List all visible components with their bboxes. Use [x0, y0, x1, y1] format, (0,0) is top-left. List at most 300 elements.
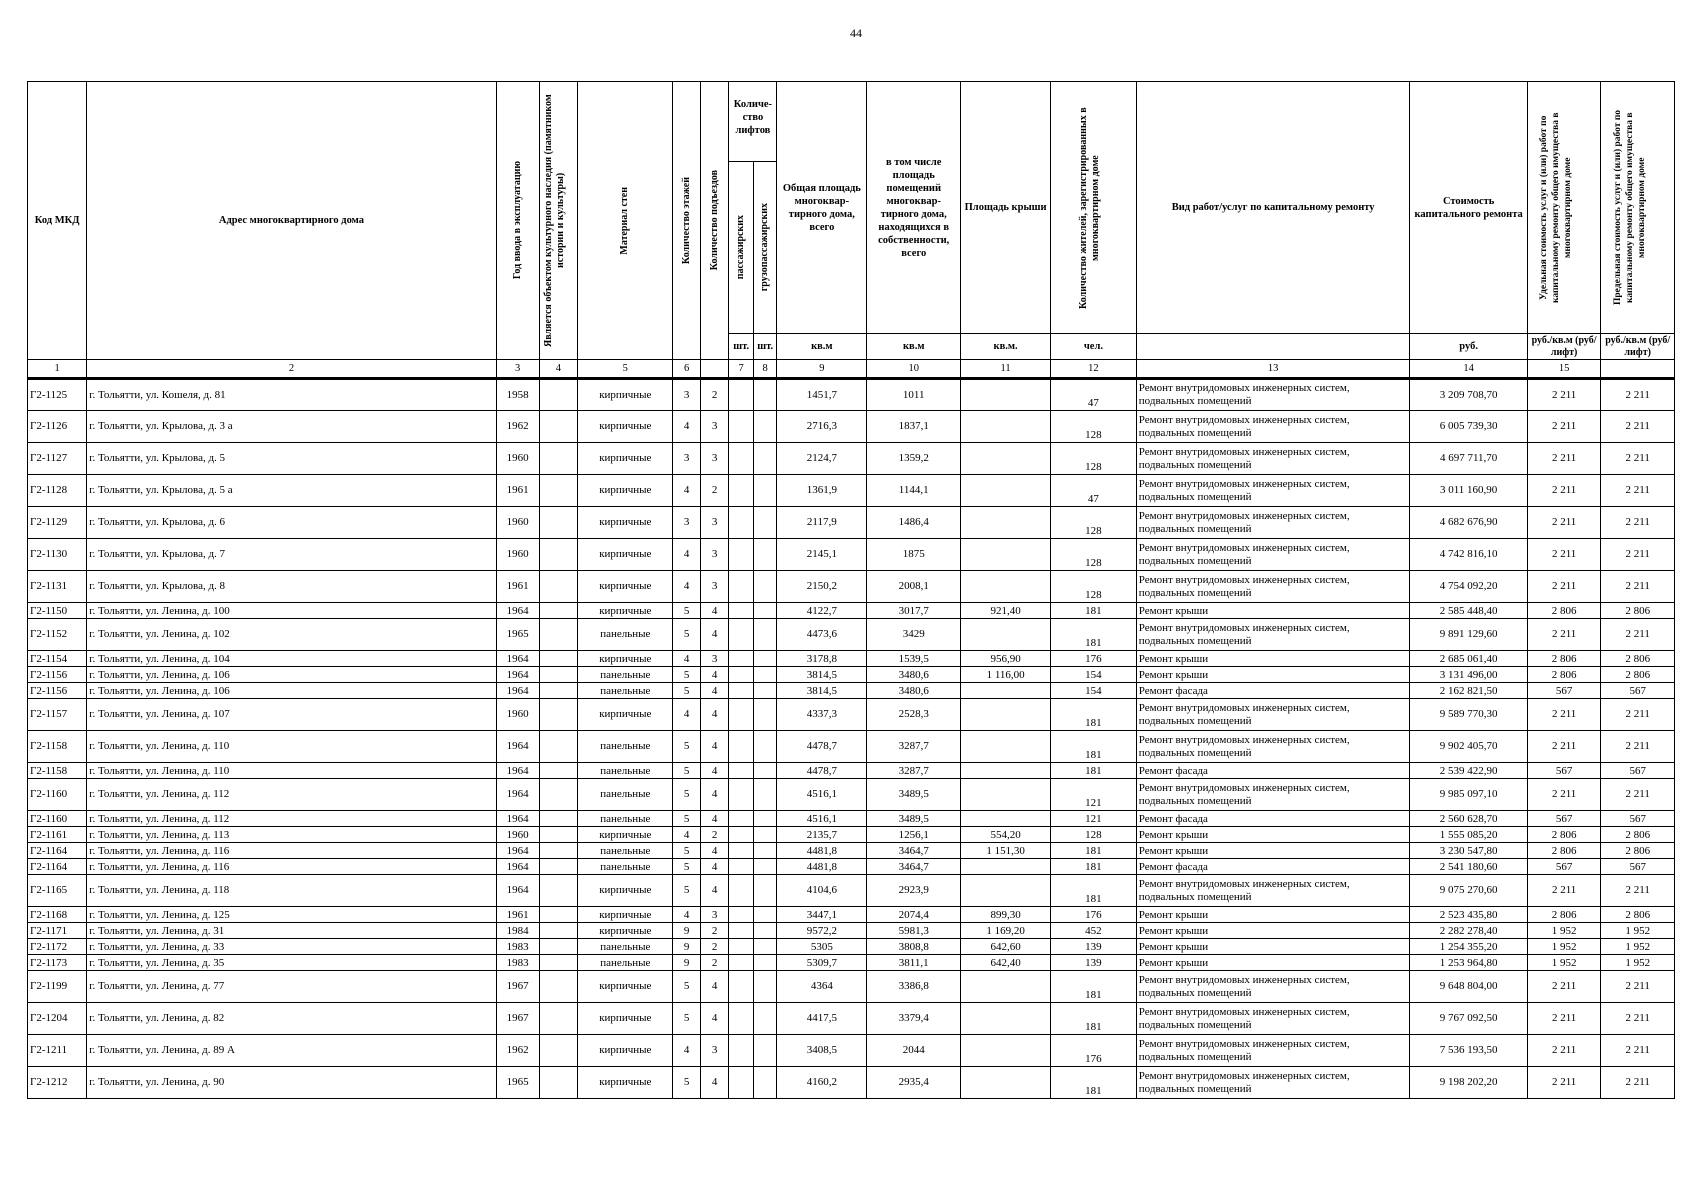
cell-unit-cost: 2 211: [1527, 379, 1601, 411]
cell-max-cost: 2 211: [1601, 411, 1675, 443]
cell-roof-area: [961, 1035, 1051, 1067]
cell-work-type: Ремонт внутридомовых инженерных систем, подвальных помещений: [1136, 619, 1410, 651]
cell-owned-area: 3489,5: [867, 779, 961, 811]
cell-year: 1961: [496, 571, 539, 603]
cell-material: кирпичные: [578, 1003, 673, 1035]
cell-unit-cost: 567: [1527, 683, 1601, 699]
table-row: [28, 859, 1675, 875]
header-year: [496, 82, 539, 360]
cell-heritage: [539, 1035, 578, 1067]
cell-year: 1962: [496, 1035, 539, 1067]
cell-lifts-passenger: [729, 651, 754, 667]
cell-code: Г2-1164: [28, 859, 87, 875]
cell-total-area: 2135,7: [777, 827, 867, 843]
cell-owned-area: 1539,5: [867, 651, 961, 667]
cell-year: 1960: [496, 443, 539, 475]
cell-cost: 9 902 405,70: [1410, 731, 1527, 763]
header-entrances-text: Количество подъездов: [708, 170, 720, 271]
cell-entrances: 4: [700, 811, 729, 827]
unit-residents: чел.: [1051, 334, 1137, 360]
cell-unit-cost: 2 211: [1527, 731, 1601, 763]
cell-total-area: 4104,6: [777, 875, 867, 907]
cell-heritage: [539, 475, 578, 507]
cell-total-area: 4122,7: [777, 603, 867, 619]
cell-entrances: 2: [700, 827, 729, 843]
cell-lifts-passenger: [729, 955, 754, 971]
cell-total-area: 3408,5: [777, 1035, 867, 1067]
cell-roof-area: [961, 411, 1051, 443]
cell-lifts-freight: [753, 699, 776, 731]
cell-roof-area: [961, 619, 1051, 651]
cell-entrances: 2: [700, 475, 729, 507]
cell-floors: 9: [673, 939, 701, 955]
cell-unit-cost: 2 806: [1527, 603, 1601, 619]
cell-entrances: 4: [700, 603, 729, 619]
cell-material: панельные: [578, 619, 673, 651]
cell-max-cost: 2 211: [1601, 379, 1675, 411]
cell-residents: 154: [1051, 667, 1137, 683]
cell-total-area: 4516,1: [777, 811, 867, 827]
cell-cost: 3 011 160,90: [1410, 475, 1527, 507]
cell-work-type: Ремонт фасада: [1136, 763, 1410, 779]
cell-address: г. Тольятти, ул. Ленина, д. 116: [87, 843, 496, 859]
cell-lifts-freight: [753, 1067, 776, 1099]
cell-owned-area: 2074,4: [867, 907, 961, 923]
cell-year: 1967: [496, 1003, 539, 1035]
unit-work-type: [1136, 334, 1410, 360]
page-number: 44: [850, 26, 862, 40]
cell-owned-area: 2008,1: [867, 571, 961, 603]
cell-entrances: 4: [700, 619, 729, 651]
cell-max-cost: 567: [1601, 811, 1675, 827]
header-entrances: [700, 82, 729, 360]
header-material-text: Материал стен: [619, 186, 631, 255]
cell-unit-cost: 2 211: [1527, 619, 1601, 651]
table-row: [28, 507, 1675, 539]
cell-entrances: 4: [700, 731, 729, 763]
cell-floors: 4: [673, 539, 701, 571]
cell-work-type: Ремонт фасада: [1136, 859, 1410, 875]
cell-address: г. Тольятти, ул. Ленина, д. 100: [87, 603, 496, 619]
table-row: [28, 571, 1675, 603]
cell-lifts-freight: [753, 667, 776, 683]
cell-year: 1964: [496, 859, 539, 875]
cell-unit-cost: 2 211: [1527, 1067, 1601, 1099]
header-code: Код МКД: [28, 82, 87, 360]
cell-code: Г2-1150: [28, 603, 87, 619]
header-unit-cost-text: Удельная стоимость услуг и (или) работ по капитальному ремонту общего имущества в многоквартирном доме: [1539, 112, 1574, 303]
column-number: 6: [673, 360, 701, 379]
cell-max-cost: 1 952: [1601, 939, 1675, 955]
unit-total-area: кв.м: [777, 334, 867, 360]
cell-residents: 128: [1051, 827, 1137, 843]
cell-owned-area: 3379,4: [867, 1003, 961, 1035]
cell-heritage: [539, 443, 578, 475]
cell-year: 1960: [496, 539, 539, 571]
cell-address: г. Тольятти, ул. Ленина, д. 89 А: [87, 1035, 496, 1067]
cell-total-area: 5309,7: [777, 955, 867, 971]
table-row: [28, 923, 1675, 939]
table-row: [28, 779, 1675, 811]
table-row: [28, 379, 1675, 411]
cell-total-area: 3178,8: [777, 651, 867, 667]
cell-entrances: 2: [700, 939, 729, 955]
cell-material: кирпичные: [578, 603, 673, 619]
cell-lifts-freight: [753, 731, 776, 763]
cell-code: Г2-1160: [28, 811, 87, 827]
cell-floors: 4: [673, 827, 701, 843]
cell-total-area: 5305: [777, 939, 867, 955]
cell-cost: 9 589 770,30: [1410, 699, 1527, 731]
cell-code: Г2-1164: [28, 843, 87, 859]
cell-unit-cost: 2 211: [1527, 1035, 1601, 1067]
cell-lifts-passenger: [729, 1067, 754, 1099]
cell-lifts-passenger: [729, 907, 754, 923]
cell-code: Г2-1204: [28, 1003, 87, 1035]
cell-max-cost: 2 806: [1601, 651, 1675, 667]
cell-year: 1964: [496, 603, 539, 619]
cell-lifts-passenger: [729, 475, 754, 507]
cell-residents: 181: [1051, 1003, 1137, 1035]
cell-entrances: 2: [700, 955, 729, 971]
cell-cost: 2 539 422,90: [1410, 763, 1527, 779]
cell-max-cost: 2 806: [1601, 843, 1675, 859]
cell-floors: 9: [673, 923, 701, 939]
cell-address: г. Тольятти, ул. Ленина, д. 102: [87, 619, 496, 651]
cell-cost: 9 648 804,00: [1410, 971, 1527, 1003]
cell-work-type: Ремонт внутридомовых инженерных систем, подвальных помещений: [1136, 539, 1410, 571]
cell-floors: 5: [673, 875, 701, 907]
cell-roof-area: 642,60: [961, 939, 1051, 955]
cell-floors: 4: [673, 411, 701, 443]
cell-code: Г2-1127: [28, 443, 87, 475]
cell-heritage: [539, 603, 578, 619]
cell-cost: 1 253 964,80: [1410, 955, 1527, 971]
cell-lifts-passenger: [729, 699, 754, 731]
cell-unit-cost: 2 211: [1527, 539, 1601, 571]
cell-max-cost: 2 211: [1601, 619, 1675, 651]
cell-max-cost: 2 211: [1601, 971, 1675, 1003]
cell-total-area: 4481,8: [777, 859, 867, 875]
cell-entrances: 3: [700, 411, 729, 443]
cell-entrances: 3: [700, 651, 729, 667]
cell-material: кирпичные: [578, 907, 673, 923]
cell-lifts-freight: [753, 507, 776, 539]
cell-heritage: [539, 1067, 578, 1099]
cell-unit-cost: 2 806: [1527, 651, 1601, 667]
cell-material: панельные: [578, 955, 673, 971]
cell-lifts-passenger: [729, 923, 754, 939]
cell-code: Г2-1168: [28, 907, 87, 923]
cell-lifts-passenger: [729, 1003, 754, 1035]
cell-unit-cost: 2 211: [1527, 779, 1601, 811]
cell-owned-area: 3017,7: [867, 603, 961, 619]
cell-cost: 9 767 092,50: [1410, 1003, 1527, 1035]
cell-year: 1964: [496, 763, 539, 779]
cell-work-type: Ремонт крыши: [1136, 939, 1410, 955]
cell-heritage: [539, 971, 578, 1003]
cell-address: г. Тольятти, ул. Ленина, д. 90: [87, 1067, 496, 1099]
cell-work-type: Ремонт фасада: [1136, 683, 1410, 699]
cell-heritage: [539, 699, 578, 731]
cell-entrances: 3: [700, 1035, 729, 1067]
cell-max-cost: 1 952: [1601, 955, 1675, 971]
cell-entrances: 4: [700, 699, 729, 731]
cell-max-cost: 2 211: [1601, 571, 1675, 603]
unit-roof-area: кв.м.: [961, 334, 1051, 360]
cell-unit-cost: 2 211: [1527, 875, 1601, 907]
cell-floors: 5: [673, 603, 701, 619]
cell-heritage: [539, 651, 578, 667]
cell-heritage: [539, 571, 578, 603]
cell-entrances: 2: [700, 379, 729, 411]
cell-lifts-passenger: [729, 843, 754, 859]
cell-lifts-freight: [753, 859, 776, 875]
cell-entrances: 3: [700, 539, 729, 571]
cell-floors: 5: [673, 971, 701, 1003]
cell-material: панельные: [578, 859, 673, 875]
cell-roof-area: 1 169,20: [961, 923, 1051, 939]
cell-code: Г2-1171: [28, 923, 87, 939]
cell-owned-area: 3429: [867, 619, 961, 651]
cell-residents: 181: [1051, 875, 1137, 907]
cell-residents: 176: [1051, 907, 1137, 923]
cell-residents: 452: [1051, 923, 1137, 939]
cell-unit-cost: 1 952: [1527, 939, 1601, 955]
cell-floors: 4: [673, 475, 701, 507]
cell-entrances: 4: [700, 763, 729, 779]
cell-lifts-freight: [753, 779, 776, 811]
cell-address: г. Тольятти, ул. Ленина, д. 118: [87, 875, 496, 907]
cell-lifts-freight: [753, 475, 776, 507]
cell-address: г. Тольятти, ул. Ленина, д. 106: [87, 683, 496, 699]
cell-max-cost: 2 211: [1601, 699, 1675, 731]
cell-heritage: [539, 843, 578, 859]
cell-floors: 3: [673, 379, 701, 411]
cell-lifts-passenger: [729, 875, 754, 907]
cell-heritage: [539, 939, 578, 955]
cell-roof-area: [961, 699, 1051, 731]
cell-code: Г2-1160: [28, 779, 87, 811]
cell-owned-area: 3480,6: [867, 683, 961, 699]
header-owned-area: в том числе площадь помещений многоквар-тирного дома, находящихся в собственности, всего: [867, 82, 961, 334]
cell-work-type: Ремонт крыши: [1136, 907, 1410, 923]
cell-heritage: [539, 1003, 578, 1035]
table-row: [28, 651, 1675, 667]
table-row: [28, 763, 1675, 779]
column-number: 9: [777, 360, 867, 379]
cell-roof-area: [961, 443, 1051, 475]
cell-entrances: 3: [700, 443, 729, 475]
header-lifts-freight: [753, 162, 776, 334]
cell-lifts-freight: [753, 1003, 776, 1035]
table-row: [28, 811, 1675, 827]
cell-max-cost: 2 211: [1601, 731, 1675, 763]
cell-year: 1967: [496, 971, 539, 1003]
cell-cost: 2 162 821,50: [1410, 683, 1527, 699]
cell-heritage: [539, 859, 578, 875]
cell-max-cost: 2 211: [1601, 539, 1675, 571]
cell-code: Г2-1199: [28, 971, 87, 1003]
cell-cost: 9 075 270,60: [1410, 875, 1527, 907]
cell-code: Г2-1130: [28, 539, 87, 571]
cell-year: 1964: [496, 651, 539, 667]
table-row: [28, 971, 1675, 1003]
cell-max-cost: 2 211: [1601, 443, 1675, 475]
column-number: 12: [1051, 360, 1137, 379]
cell-material: панельные: [578, 667, 673, 683]
table-body: [28, 379, 1675, 1099]
cell-max-cost: 2 211: [1601, 507, 1675, 539]
cell-lifts-passenger: [729, 779, 754, 811]
cell-cost: 9 198 202,20: [1410, 1067, 1527, 1099]
cell-roof-area: 1 116,00: [961, 667, 1051, 683]
cell-max-cost: 1 952: [1601, 923, 1675, 939]
cell-owned-area: 1837,1: [867, 411, 961, 443]
cell-year: 1960: [496, 699, 539, 731]
header-material: [578, 82, 673, 360]
cell-work-type: Ремонт крыши: [1136, 651, 1410, 667]
cell-total-area: 4417,5: [777, 1003, 867, 1035]
cell-unit-cost: 567: [1527, 763, 1601, 779]
cell-code: Г2-1156: [28, 683, 87, 699]
cell-address: г. Тольятти, ул. Ленина, д. 116: [87, 859, 496, 875]
cell-material: кирпичные: [578, 443, 673, 475]
cell-address: г. Тольятти, ул. Ленина, д. 77: [87, 971, 496, 1003]
cell-year: 1958: [496, 379, 539, 411]
cell-unit-cost: 2 211: [1527, 475, 1601, 507]
cell-residents: 181: [1051, 619, 1137, 651]
cell-code: Г2-1161: [28, 827, 87, 843]
cell-address: г. Тольятти, ул. Ленина, д. 106: [87, 667, 496, 683]
cell-roof-area: [961, 379, 1051, 411]
cell-owned-area: 1144,1: [867, 475, 961, 507]
cell-cost: 9 985 097,10: [1410, 779, 1527, 811]
cell-owned-area: 3808,8: [867, 939, 961, 955]
table-row: [28, 475, 1675, 507]
cell-total-area: 4337,3: [777, 699, 867, 731]
column-number: 10: [867, 360, 961, 379]
cell-residents: 121: [1051, 779, 1137, 811]
cell-total-area: 1361,9: [777, 475, 867, 507]
cell-owned-area: 1486,4: [867, 507, 961, 539]
cell-floors: 4: [673, 651, 701, 667]
cell-work-type: Ремонт внутридомовых инженерных систем, подвальных помещений: [1136, 731, 1410, 763]
cell-roof-area: [961, 1067, 1051, 1099]
cell-residents: 176: [1051, 651, 1137, 667]
cell-total-area: 4481,8: [777, 843, 867, 859]
cell-owned-area: 2528,3: [867, 699, 961, 731]
cell-work-type: Ремонт внутридомовых инженерных систем, подвальных помещений: [1136, 571, 1410, 603]
column-number: 11: [961, 360, 1051, 379]
cell-lifts-freight: [753, 411, 776, 443]
cell-lifts-freight: [753, 571, 776, 603]
cell-lifts-freight: [753, 907, 776, 923]
cell-address: г. Тольятти, ул. Ленина, д. 31: [87, 923, 496, 939]
cell-year: 1965: [496, 619, 539, 651]
cell-total-area: 3447,1: [777, 907, 867, 923]
cell-roof-area: [961, 571, 1051, 603]
cell-owned-area: 2935,4: [867, 1067, 961, 1099]
cell-entrances: 4: [700, 1003, 729, 1035]
cell-code: Г2-1172: [28, 939, 87, 955]
cell-roof-area: [961, 779, 1051, 811]
cell-year: 1983: [496, 955, 539, 971]
cell-cost: 4 742 816,10: [1410, 539, 1527, 571]
table-row: [28, 683, 1675, 699]
cell-floors: 5: [673, 731, 701, 763]
cell-max-cost: 567: [1601, 683, 1675, 699]
cell-lifts-freight: [753, 811, 776, 827]
cell-residents: 181: [1051, 699, 1137, 731]
cell-heritage: [539, 507, 578, 539]
cell-address: г. Тольятти, ул. Крылова, д. 8: [87, 571, 496, 603]
column-number: 1: [28, 360, 87, 379]
cell-cost: 9 891 129,60: [1410, 619, 1527, 651]
cell-residents: 128: [1051, 507, 1137, 539]
header-lifts-freight-text: грузопассажирских: [759, 203, 771, 292]
cell-owned-area: 3480,6: [867, 667, 961, 683]
cell-roof-area: [961, 875, 1051, 907]
cell-unit-cost: 2 806: [1527, 827, 1601, 843]
cell-lifts-passenger: [729, 859, 754, 875]
cell-lifts-freight: [753, 619, 776, 651]
cell-address: г. Тольятти, ул. Ленина, д. 125: [87, 907, 496, 923]
cell-max-cost: 567: [1601, 859, 1675, 875]
cell-address: г. Тольятти, ул. Кошеля, д. 81: [87, 379, 496, 411]
cell-lifts-freight: [753, 875, 776, 907]
header-lifts-passenger-text: пассажирских: [735, 215, 747, 280]
cell-work-type: Ремонт внутридомовых инженерных систем, подвальных помещений: [1136, 1035, 1410, 1067]
cell-cost: 2 523 435,80: [1410, 907, 1527, 923]
cell-year: 1961: [496, 907, 539, 923]
cell-floors: 5: [673, 779, 701, 811]
cell-owned-area: 3287,7: [867, 731, 961, 763]
cell-heritage: [539, 731, 578, 763]
table-row: [28, 1003, 1675, 1035]
cell-cost: 1 555 085,20: [1410, 827, 1527, 843]
cell-work-type: Ремонт крыши: [1136, 843, 1410, 859]
cell-work-type: Ремонт крыши: [1136, 955, 1410, 971]
cell-address: г. Тольятти, ул. Ленина, д. 33: [87, 939, 496, 955]
cell-total-area: 4160,2: [777, 1067, 867, 1099]
cell-address: г. Тольятти, ул. Ленина, д. 110: [87, 731, 496, 763]
cell-lifts-freight: [753, 539, 776, 571]
header-year-text: Год ввода в эксплуатацию: [511, 161, 523, 280]
cell-year: 1964: [496, 683, 539, 699]
table-row: [28, 667, 1675, 683]
table-row: [28, 731, 1675, 763]
cell-max-cost: 567: [1601, 763, 1675, 779]
cell-entrances: 4: [700, 667, 729, 683]
cell-cost: 2 585 448,40: [1410, 603, 1527, 619]
cell-year: 1964: [496, 875, 539, 907]
cell-floors: 4: [673, 699, 701, 731]
header-cost: Стоимость капитального ремонта: [1410, 82, 1527, 334]
cell-max-cost: 2 211: [1601, 1035, 1675, 1067]
cell-entrances: 2: [700, 923, 729, 939]
header-work-type: Вид работ/услуг по капитальному ремонту: [1136, 82, 1410, 334]
cell-code: Г2-1158: [28, 763, 87, 779]
header-max-cost-text: Предельная стоимость услуг и (или) работ по капитальному ремонту общего имущества в многоквартирном доме: [1612, 109, 1647, 306]
cell-total-area: 4364: [777, 971, 867, 1003]
header-residents: [1051, 82, 1137, 334]
cell-lifts-passenger: [729, 971, 754, 1003]
cell-lifts-freight: [753, 651, 776, 667]
cell-code: Г2-1126: [28, 411, 87, 443]
cell-lifts-passenger: [729, 379, 754, 411]
cell-material: кирпичные: [578, 651, 673, 667]
